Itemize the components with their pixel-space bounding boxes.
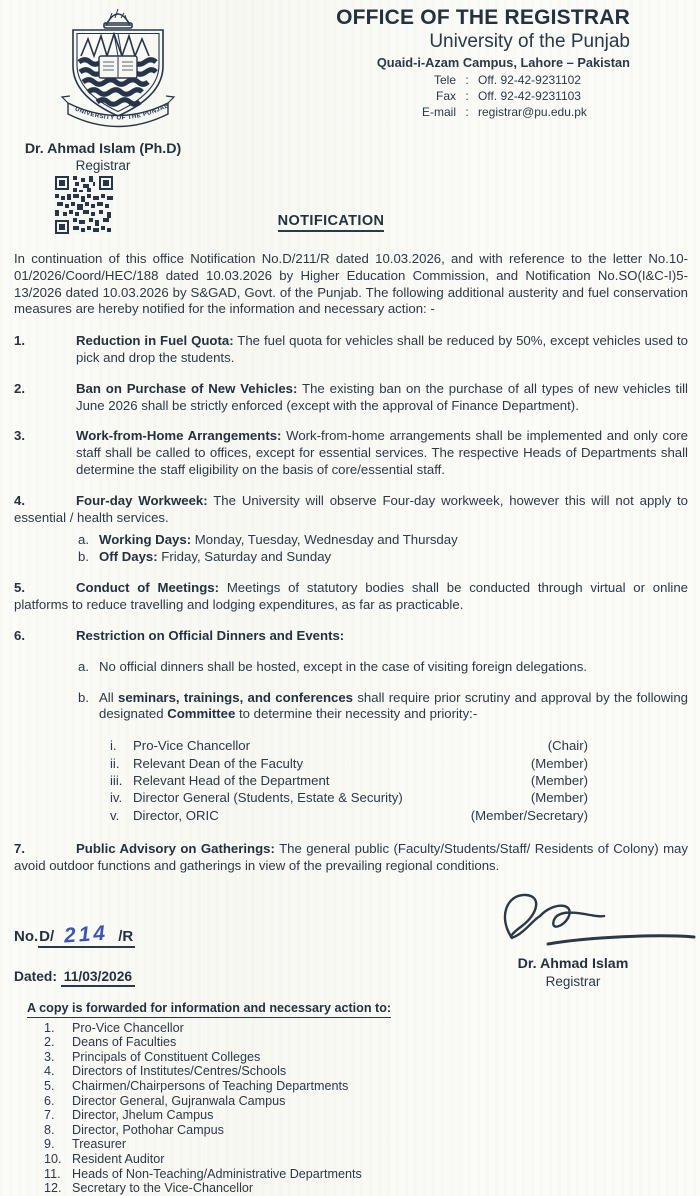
cc-item: [27, 1152, 391, 1167]
cc-item: [27, 1035, 391, 1050]
sub-item-text-post: to determine their necessity and priority:-: [235, 706, 478, 722]
item-title: Restriction on Official Dinners and Events:: [76, 627, 345, 643]
contact-value-email: registrar@pu.edu.pk: [478, 105, 587, 119]
committee-row: [14, 755, 688, 772]
cc-number: 4.: [44, 1064, 55, 1079]
item-text: The existing ban on the purchase of all types of new vehicles till June 2026 shall be strictly enforced (except with the approval of Finance Department).: [76, 380, 688, 413]
signatory-block: [488, 956, 658, 989]
cc-text: Chairmen/Chairpersons of Teaching Departments: [72, 1078, 349, 1093]
cc-item: [27, 1021, 391, 1036]
committee-role: Relevant Dean of the Faculty: [133, 755, 304, 771]
contact-separator: :: [465, 105, 469, 119]
item-title: Four-day Workweek:: [76, 492, 208, 508]
cc-number: 2.: [44, 1035, 55, 1050]
cc-text: Director General, Gujranwala Campus: [72, 1093, 286, 1108]
dated-label: Dated:: [14, 969, 57, 984]
item-title: Conduct of Meetings:: [76, 580, 220, 596]
cc-text: Director, Jhelum Campus: [72, 1108, 214, 1123]
item-title: Public Advisory on Gatherings:: [76, 841, 275, 857]
item-text: The fuel quota for vehicles shall be reduced by 50%, except vehicles used to pick and drop the students.: [76, 333, 688, 365]
workweek-sublist: [14, 531, 688, 565]
contact-table: [400, 73, 630, 119]
cc-item: [27, 1064, 391, 1079]
numbered-item-4: [14, 493, 688, 527]
document-body: [14, 251, 688, 889]
committee-designation: (Chair): [547, 738, 588, 754]
item-number: 6.: [14, 627, 25, 643]
contact-separator: :: [465, 89, 469, 103]
contact-label: Tele: [433, 73, 456, 87]
cc-text: Director, Pothohar Campus: [72, 1122, 224, 1137]
cc-item: [27, 1181, 391, 1196]
svg-text:UNIVERSITY OF THE PUNJAB: UNIVERSITY OF THE PUNJAB: [73, 101, 171, 122]
item-title: Reduction in Fuel Quota:: [76, 333, 234, 349]
reference-prefix: D/: [39, 928, 55, 945]
sub-item-letter: b.: [78, 549, 89, 565]
office-title: OFFICE OF THE REGISTRAR: [336, 6, 630, 29]
cc-text: Secretary to the Vice-Chancellor: [72, 1181, 254, 1196]
committee-designation: (Member): [530, 755, 588, 771]
dated-line: [14, 969, 135, 987]
reference-label: No.: [14, 928, 39, 945]
committee-roman: iv.: [110, 790, 123, 806]
cc-number: 10.: [44, 1151, 62, 1166]
campus-address: Quaid-i-Azam Campus, Lahore – Pakistan: [376, 55, 630, 70]
cc-number: 7.: [44, 1108, 55, 1123]
cc-item: [27, 1123, 391, 1138]
cc-item: [27, 1137, 391, 1152]
registrar-name: Dr. Ahmad Islam (Ph.D): [24, 141, 182, 157]
item-title: Work-from-Home Arrangements:: [76, 428, 282, 444]
university-crest-logo: [60, 4, 176, 136]
sub-item-label: Off Days:: [99, 549, 158, 565]
item-number: 5.: [14, 580, 25, 596]
sub-item-6b: [14, 690, 688, 724]
committee-row: [14, 772, 688, 789]
reference-number-line: [14, 921, 135, 948]
item-number: 3.: [14, 428, 25, 444]
cc-text: Pro-Vice Chancellor: [72, 1020, 184, 1035]
item-number: 4.: [14, 492, 25, 508]
item-text: Work-from-home arrangements shall be implemented and only core staff shall be called to offices, except for essential services. The respective Heads of Departments shall determine the staff eligibility on the basis of core/essential staff.: [76, 428, 688, 477]
cc-item: [27, 1108, 391, 1123]
signatory-name: Dr. Ahmad Islam: [517, 956, 629, 972]
committee-row: [14, 807, 688, 824]
contact-separator: :: [465, 73, 469, 87]
committee-designation: (Member): [530, 790, 588, 806]
numbered-item-5: [14, 580, 688, 614]
sub-item-text: Friday, Saturday and Sunday: [161, 549, 332, 565]
numbered-item-7: [14, 841, 688, 875]
committee-designation: (Member/Secretary): [470, 807, 588, 823]
cc-text: Resident Auditor: [72, 1151, 165, 1166]
cc-text: Treasurer: [72, 1137, 127, 1152]
sub-item-text: Monday, Tuesday, Wednesday and Thursday: [194, 532, 458, 548]
cc-text: Heads of Non-Teaching/Administrative Departments: [72, 1166, 362, 1181]
committee-roman: i.: [110, 738, 117, 754]
cc-number: 8.: [44, 1122, 55, 1137]
committee-role: Relevant Head of the Department: [133, 772, 330, 788]
reference-underlined: [38, 921, 135, 948]
registrar-role: Registrar: [75, 158, 131, 173]
sub-item-working-days: [78, 531, 688, 548]
contact-label: Fax: [435, 89, 456, 103]
committee-row: [14, 737, 688, 754]
cc-item: [27, 1050, 391, 1065]
cc-section: [27, 1001, 391, 1196]
cc-item: [27, 1094, 391, 1109]
cc-number: 6.: [44, 1093, 55, 1108]
numbered-item-2: [14, 381, 688, 415]
committee-role: Pro-Vice Chancellor: [133, 738, 251, 754]
committee-role: Director, ORIC: [133, 807, 219, 823]
dated-value: 11/03/2026: [61, 969, 135, 987]
contact-label: E-mail: [421, 105, 456, 119]
committee-role: Director General (Students, Estate & Security): [133, 790, 403, 806]
committee-roman: iii.: [110, 772, 123, 788]
sub-item-letter: b.: [78, 689, 89, 705]
university-name: University of the Punjab: [429, 31, 630, 52]
item-title: Ban on Purchase of New Vehicles:: [76, 380, 298, 396]
signatory-role: Registrar: [545, 974, 601, 989]
item-text: Meetings of statutory bodies shall be conducted through virtual or online platforms to reduce travelling and lodging expenditures, as far as practicable.: [14, 580, 688, 613]
item-number: 1.: [14, 333, 25, 349]
reference-suffix: /R: [118, 928, 134, 945]
cc-item: [27, 1167, 391, 1182]
cc-text: Directors of Institutes/Centres/Schools: [72, 1064, 287, 1079]
cc-number: 9.: [44, 1137, 55, 1152]
signature-scribble: [478, 886, 696, 958]
contact-value-fax: Off. 92-42-9231103: [478, 89, 581, 103]
sub-item-letter: a.: [78, 658, 89, 674]
item-text: The University will observe Four-day workweek, however this will not apply to essential / health services.: [14, 492, 688, 525]
committee-roman: v.: [110, 807, 120, 823]
numbered-item-3: [14, 428, 688, 478]
cc-heading: A copy is forwarded for information and necessary action to:: [27, 1001, 391, 1018]
sub-item-text-bold: Committee: [167, 706, 236, 722]
sub-item-label: Working Days:: [99, 532, 192, 548]
sub-item-off-days: [78, 548, 688, 565]
committee-designation: (Member): [530, 772, 588, 788]
sub-item-6a: [14, 659, 688, 676]
sub-item-text-bold: seminars, trainings, and conferences: [117, 689, 353, 705]
sub-item-text: No official dinners shall be hosted, except in the case of visiting foreign delegations.: [99, 658, 587, 674]
document-title: NOTIFICATION: [278, 213, 385, 232]
cc-text: Deans of Faculties: [72, 1035, 177, 1050]
cc-number: 3.: [44, 1049, 55, 1064]
item-text: The general public (Faculty/Students/Staff/ Residents of Colony) may avoid outdoor functions and gatherings in view of the prevailing regional conditions.: [14, 841, 688, 873]
sub-item-text-pre: All: [99, 689, 118, 705]
numbered-item-1: [14, 333, 688, 367]
sub-item-letter: a.: [78, 532, 89, 548]
item-number: 7.: [14, 841, 25, 857]
cc-text: Principals of Constituent Colleges: [72, 1049, 261, 1064]
item-number: 2.: [14, 380, 25, 396]
letterhead: [336, 6, 630, 119]
committee-roman: ii.: [110, 755, 120, 771]
cc-number: 12.: [44, 1181, 62, 1196]
registrar-name-block: [8, 141, 198, 173]
committee-list: [14, 737, 688, 824]
cc-number: 1.: [44, 1020, 55, 1035]
sub-item-text-mid: shall require prior scrutiny and approval by the following designated: [99, 689, 688, 722]
cc-number: 11.: [44, 1166, 61, 1181]
handwritten-number: 214: [63, 921, 109, 948]
contact-value-tele: Off. 92-42-9231102: [478, 73, 581, 87]
committee-row: [14, 789, 688, 806]
intro-paragraph: In continuation of this office Notification No.D/211/R dated 10.03.2026, and with reference to the letter No.10-01/2026/Coord/HEC/188 dated 10.03.2026 by Higher Education Commission, and Notification No.SO(I&C-I)5-13/2026 dated 10.03.2026 by S&GAD, Govt. of the Punjab. The following additional austerity and fuel conservation measures are hereby notified for the information and necessary action: -: [14, 251, 688, 317]
document-title-wrap: [0, 212, 662, 232]
cc-item: [27, 1079, 391, 1094]
numbered-item-6: [14, 628, 688, 645]
cc-number: 5.: [44, 1078, 55, 1093]
